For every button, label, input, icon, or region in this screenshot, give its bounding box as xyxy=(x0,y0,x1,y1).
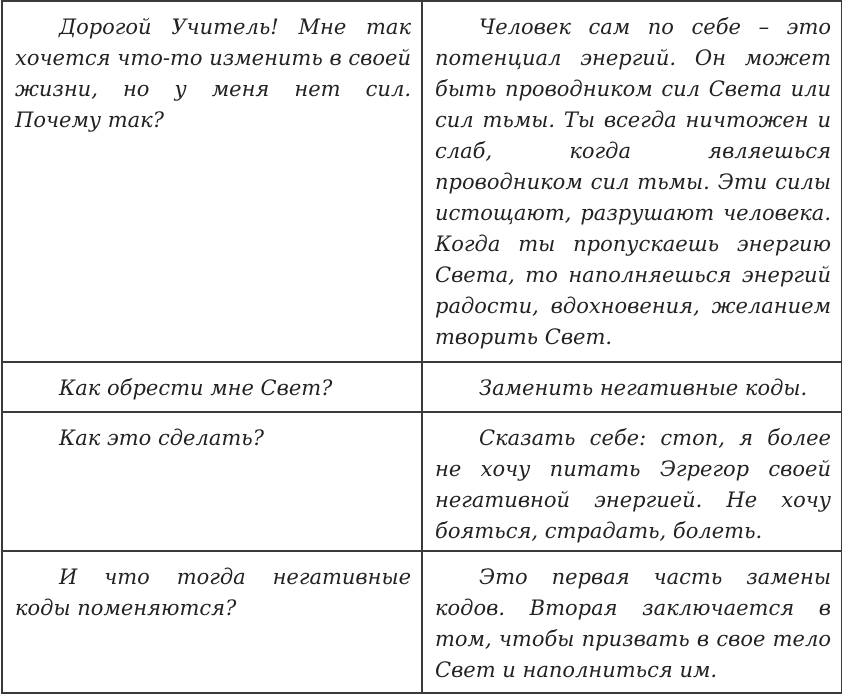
answer-cell: Человек сам по себе – это потенциал энергий. Он может быть проводником сил Света или сил тьмы. Ты всегда ничтожен и слаб, когда являешься проводником сил тьмы. Эти силы истощают, разрушают человека. Когда ты пропускаешь энергию Света, то наполняешься энергий радости, вдохновения, желанием творить Свет. xyxy=(422,1,842,362)
question-cell: Как обрести мне Свет? xyxy=(2,362,422,412)
dialogue-row xyxy=(2,551,842,693)
answer-cell: Это первая часть замены кодов. Вторая заключается в том, чтобы призвать в свое тело Свет и наполниться им. xyxy=(422,551,842,693)
question-cell: Дорогой Учитель! Мне так хочется что-то изменить в своей жизни, но у меня нет сил. Почему так? xyxy=(2,1,422,362)
dialogue-row xyxy=(2,412,842,551)
answer-cell: Сказать себе: стоп, я более не хочу питать Эгрегор своей негативной энергией. Не хочу бояться, страдать, болеть. xyxy=(422,412,842,551)
question-cell: И что тогда негативные коды поменяются? xyxy=(2,551,422,693)
answer-cell: Заменить негативные коды. xyxy=(422,362,842,412)
dialogue-table xyxy=(1,0,842,694)
question-cell: Как это сделать? xyxy=(2,412,422,551)
dialogue-row xyxy=(2,362,842,412)
dialogue-row xyxy=(2,1,842,362)
